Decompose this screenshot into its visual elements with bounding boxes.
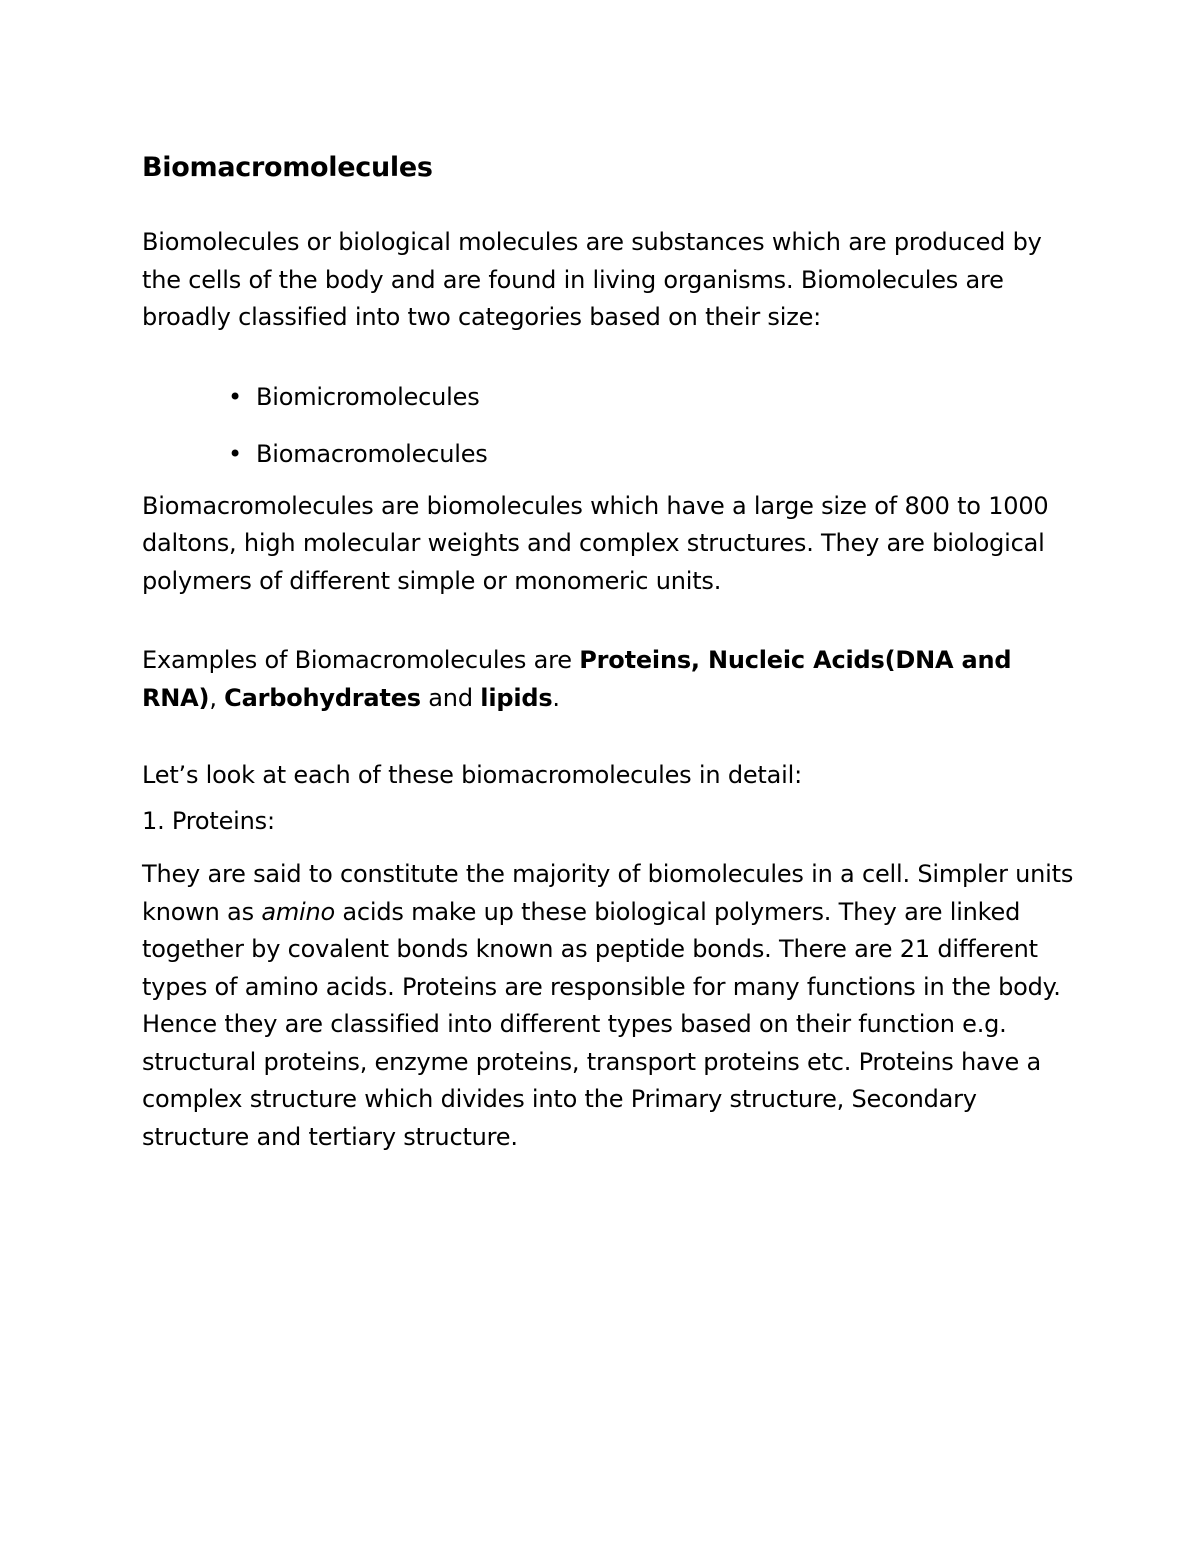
list-item-label: Biomacromolecules	[256, 440, 488, 468]
list-item-label: Biomicromolecules	[256, 382, 480, 411]
example-carbohydrates: Carbohydrates	[224, 683, 421, 712]
examples-separator: and	[420, 683, 481, 712]
intro-paragraph: Biomolecules or biological molecules are substances which are produced by the cells of the body and are found in living organisms. Biomolecules are broadly classified into two categories based on their size:	[142, 228, 1042, 331]
description-paragraph: Biomacromolecules are biomolecules which have a large size of 800 to 1000 daltons, high molecular weights and complex structures. They are biological polymers of different simple or monomeric units.	[142, 491, 1049, 595]
example-proteins-nucleic-acids: Proteins, Nucleic Acids(DNA and RNA)	[142, 646, 1012, 712]
examples-suffix: .	[552, 683, 560, 712]
bullet-icon: •	[228, 382, 242, 411]
proteins-paragraph	[142, 856, 1082, 1156]
examples-paragraph	[142, 642, 1082, 717]
examples-separator: ,	[209, 683, 225, 712]
list-item	[142, 436, 1082, 474]
proteins-text-part1: They are said to constitute the majority of biomolecules in a cell. Simpler units known as	[142, 860, 1074, 926]
examples-prefix: Examples of Biomacromolecules are	[142, 646, 580, 674]
document-title: Biomacromolecules	[142, 152, 433, 183]
bullet-icon: •	[228, 440, 242, 468]
proteins-text-part2: acids make up these biological polymers. They are linked together by covalent bonds known as peptide bonds. There are 21 different types of amino acids. Proteins are responsible for many functions in the body. Hence they are classified into different types based on their function e.g. structural proteins, enzyme proteins, transport proteins etc. Proteins have a complex structure which divides into the Primary structure, Secondary structure and tertiary structure.	[142, 897, 1061, 1151]
document-page	[142, 150, 1082, 1156]
look-at-paragraph: Let’s look at each of these biomacromolecules in detail:	[142, 761, 802, 789]
section-heading-proteins: 1. Proteins:	[142, 806, 275, 835]
proteins-italic-amino: amino	[261, 897, 335, 926]
biomolecule-types-list	[142, 379, 1082, 474]
example-lipids: lipids	[480, 683, 553, 712]
list-item	[142, 379, 1082, 417]
